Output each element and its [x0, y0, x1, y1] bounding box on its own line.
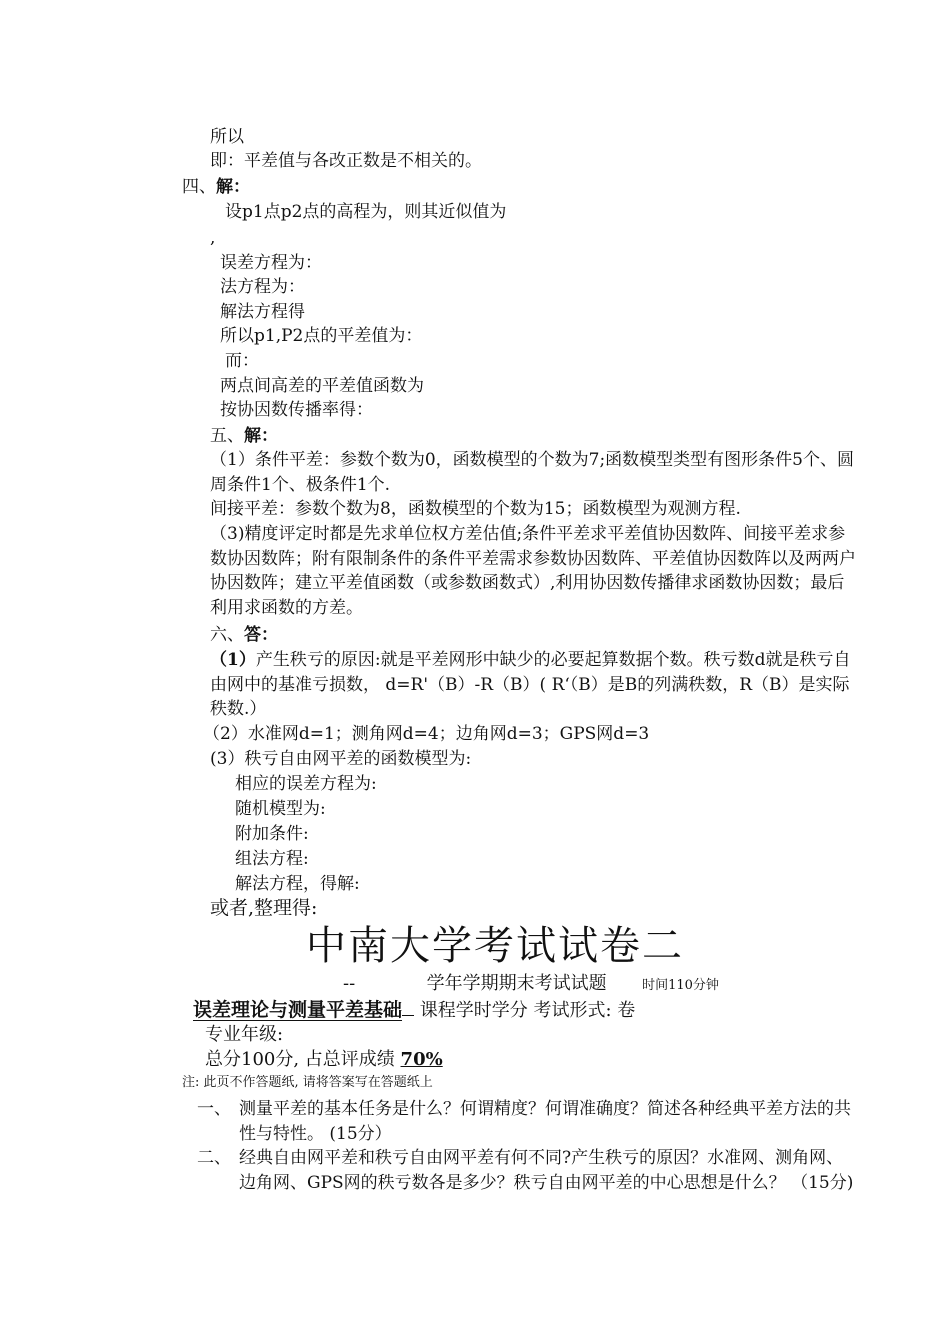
score-percent: 70% [400, 1049, 443, 1070]
text-line: 相应的误差方程为: [235, 774, 377, 794]
question-text: 测量平差的基本任务是什么？何谓精度？何谓准确度？简述各种经典平差方法的共性与特性。 (15分） [239, 1099, 851, 1144]
question-item [197, 1146, 860, 1196]
section-label: 解： [216, 177, 250, 197]
course-info: 课程学时学分 考试形式: 卷 [419, 1000, 636, 1021]
paragraph: （1）条件平差：参数个数为0，函数模型的个数为7;函数模型类型有图形条件5个、圆周条件1个、极条件1个. [210, 450, 854, 495]
exam-title: 中南大学考试试卷二 [306, 923, 684, 969]
text-line: 而： [225, 351, 259, 371]
section-label: 答： [244, 625, 278, 645]
text-line: (3）秩亏自由网平差的函数模型为: [210, 749, 472, 769]
text-line: 随机模型为: [235, 799, 326, 819]
text-line: 两点间高差的平差值函数为 [220, 376, 424, 396]
paragraph: （3)精度评定时都是先求单位权方差估值;条件平差求平差值协因数阵、间接平差求参数协因数阵；附有限制条件的条件平差需求参数协因数阵、平差值协因数阵以及两两户协因数阵；建立平差值函数（或参数函数式）,利用协因数传播律求函数协因数；最后利用求函数的方差。 [210, 524, 856, 618]
year-dash: -- [343, 973, 356, 994]
exam-period: 学年学期期末考试试题 [426, 973, 607, 994]
text-line: 或者,整理得: [210, 897, 318, 919]
text-line: 组法方程: [235, 849, 309, 869]
score-line [205, 1048, 443, 1072]
section-heading-4 [182, 175, 250, 199]
text-line: 设p1点p2点的高程为，则其近似值为 [225, 202, 507, 222]
text-line: 按协因数传播率得： [220, 400, 373, 420]
text-line: 解法方程，得解: [235, 874, 360, 894]
text-line: 即：平差值与各改正数是不相关的。 [210, 151, 482, 171]
text-line: 附加条件: [235, 824, 309, 844]
text-line: , [210, 228, 216, 248]
text-line: 所以 [210, 127, 244, 147]
exam-note: 注: 此页不作答题纸, 请将答案写在答题纸上 [182, 1075, 433, 1090]
score-text: 总分100分, 占总评成绩 [205, 1049, 395, 1070]
section-number: 五、 [210, 426, 244, 446]
text-line: 间接平差：参数个数为8，函数模型的个数为15；函数模型为观测方程. [210, 499, 741, 519]
section-label: 解： [244, 426, 278, 446]
item-text: 产生秩亏的原因:就是平差网形中缺少的必要起算数据个数。秩亏数d就是秩亏自由网中的基准亏损数， d=R'（B）-R（B）( R‘（B）是B的列满秩数，R（B）是实际秩数.） [210, 650, 851, 719]
course-name: 误差理论与测量平差基础 [193, 999, 403, 1021]
text-line: 所以p1,P2点的平差值为： [220, 326, 423, 346]
section-number: 四、 [182, 177, 216, 197]
question-item [197, 1097, 860, 1147]
question-number: 二、 [197, 1148, 231, 1168]
question-text: 经典自由网平差和秩亏自由网平差有何不同?产生秩亏的原因？水准网、测角网、边角网、GPS网的秩亏数各是多少？秩亏自由网平差的中心思想是什么？ （15分) [239, 1148, 854, 1193]
text-line: （2）水准网d=1；测角网d=4；边角网d=3；GPS网d=3 [203, 724, 650, 744]
exam-duration: 时间110分钟 [642, 978, 719, 993]
major-year: 专业年级: [205, 1024, 284, 1045]
text-line: 解法方程得 [220, 302, 305, 322]
question-number: 一、 [197, 1099, 231, 1119]
text-line: 误差方程为： [220, 253, 322, 273]
section-heading-5 [210, 424, 278, 448]
item-number: （1） [210, 650, 256, 670]
section-heading-6 [210, 623, 278, 647]
course-line [193, 998, 635, 1023]
paragraph [210, 648, 860, 722]
text-line: 法方程为： [220, 277, 305, 297]
section-number: 六、 [210, 625, 244, 645]
exam-period-line [343, 972, 719, 998]
